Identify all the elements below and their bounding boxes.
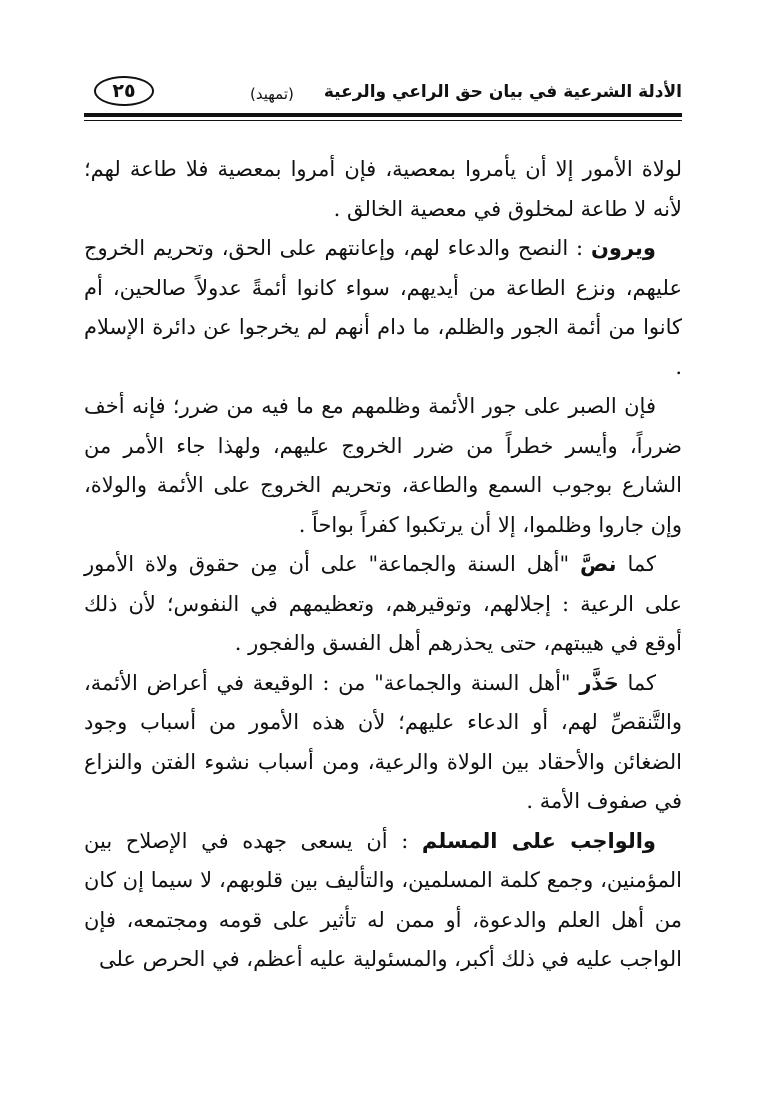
- paragraph-lead-word: ويرون: [591, 236, 656, 260]
- paragraph-continuation: لولاة الأمور إلا أن يأمروا بمعصية، فإن أمروا بمعصية فلا طاعة لهم؛ لأنه لا طاعة لمخلوق في معصية الخالق .: [84, 157, 682, 221]
- paragraph-text: "أهل السنة والجماعة" من : الوقيعة في أعراض الأئمة، والتَّنقصِّ لهم، أو الدعاء عليهم؛ لأن هذه الأمور من أسباب وجود الضغائن والأحقاد بين الولاة والرعية، ومن أسباب نشوء الفتن والنزاع في صفوف الأمة .: [84, 670, 683, 813]
- paragraph-lead-word: والواجب على المسلم: [421, 828, 656, 853]
- paragraph-duty: [84, 822, 682, 980]
- paragraph-prefix: كما: [627, 552, 656, 576]
- paragraph-lead-word: نصَّ: [580, 552, 617, 576]
- paragraph-prefix: كما: [627, 670, 656, 695]
- paragraph-text: : النصح والدعاء لهم، وإعانتهم على الحق، وتحريم الخروج عليهم، ونزع الطاعة من أيديهم، سواء كانوا أئمةً عدولاً صالحين، أم كانوا من أئمة الجور والظلم، ما دام أنهم لم يخرجوا عن دائرة الإسلام .: [84, 236, 682, 379]
- paragraph-rights: [84, 545, 682, 664]
- paragraph-text: "أهل السنة والجماعة" على أن مِن حقوق ولاة الأمور على الرعية : إجلالهم، وتوقيرهم، وتعظيمهم في النفوس؛ لأن ذلك أوقع في هيبتهم، حتى يحذرهم أهل الفسق والفجور .: [84, 552, 682, 655]
- page-number: ٢٥: [94, 76, 154, 106]
- paragraph-patience: فإن الصبر على جور الأئمة وظلمهم مع ما فيه من ضرر؛ فإنه أخف ضرراً، وأيسر خطراً من ضرر الخروج عليهم، ولهذا جاء الأمر من الشارع بوجوب السمع والطاعة، وتحريم الخروج على الأئمة والولاة، وإن جاروا وظلموا، إلا أن يرتكبوا كفراً بواحاً .: [84, 394, 682, 537]
- page-header: [84, 82, 682, 112]
- header-rule-thin: [84, 120, 682, 121]
- paragraph-lead-word: حَذَّر: [579, 670, 619, 695]
- page-body: [84, 150, 682, 980]
- running-title: الأدلة الشرعية في بيان حق الراعي والرعية: [323, 82, 682, 102]
- paragraph-text: : أن يسعى جهده في الإصلاح بين المؤمنين، وجمع كلمة المسلمين، والتأليف بين قلوبهم، لا سيما إن كان من أهل العلم والدعوة، أو ممن له تأثير على قومه ومجتمعه، فإن الواجب عليه في ذلك أكبر، والمسئولية عليه أعظم، في الحرص على: [84, 828, 682, 971]
- paragraph-yarawn: [84, 229, 682, 387]
- header-rule-thick: [84, 113, 682, 117]
- section-label: (تمهيد): [250, 85, 294, 103]
- paragraph-warning: [84, 664, 682, 822]
